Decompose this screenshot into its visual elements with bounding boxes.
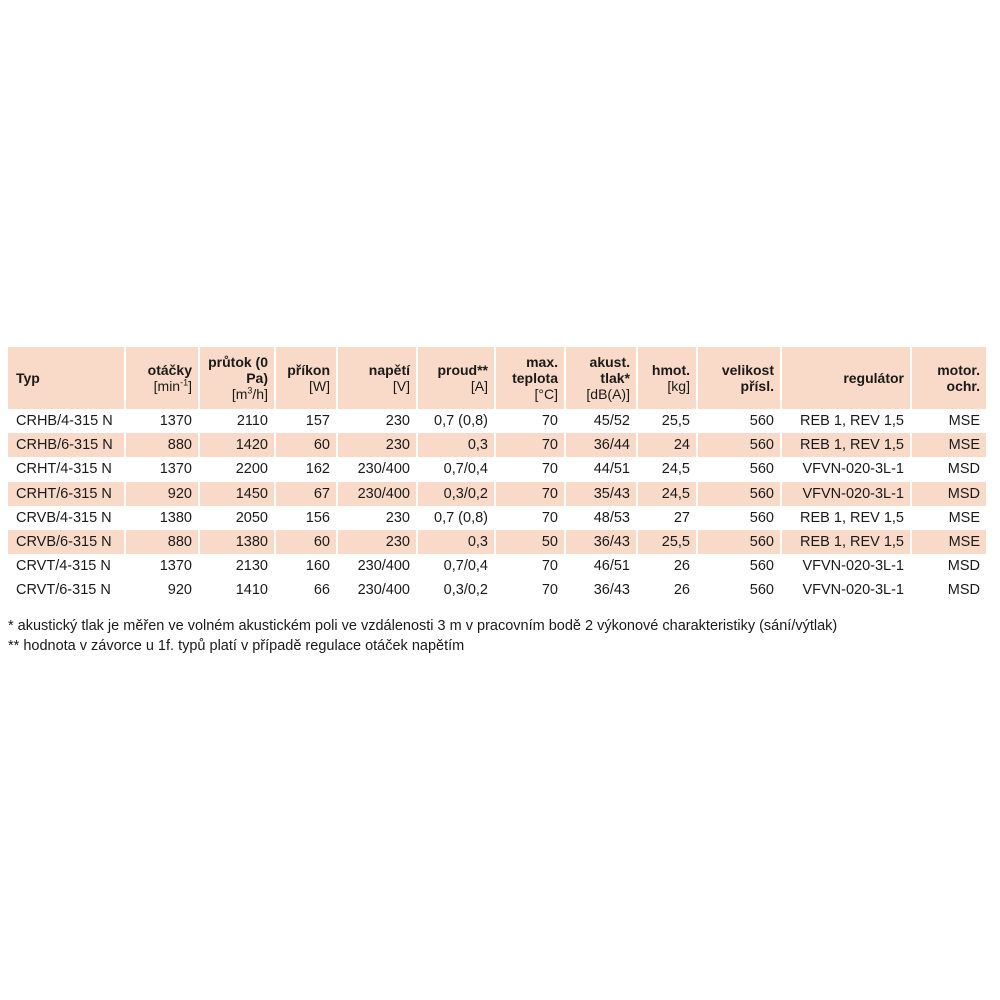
- cell-velikost-prisl: 560: [698, 578, 782, 602]
- cell-hmot: 24,5: [638, 457, 698, 481]
- cell-proud: 0,7 (0,8): [418, 506, 496, 530]
- cell-otacky: 880: [126, 433, 200, 457]
- header-otacky-label: otáčky: [147, 362, 192, 378]
- table-row: [8, 482, 986, 506]
- cell-velikost-prisl: 560: [698, 530, 782, 554]
- cell-regulator: REB 1, REV 1,5: [782, 433, 912, 457]
- footnotes: [8, 616, 837, 656]
- cell-typ: CRHT/6-315 N: [8, 482, 126, 506]
- cell-motor-ochr: MSD: [947, 558, 980, 575]
- header-max-teplota-label: max. teplota: [512, 354, 558, 386]
- cell-napeti: 230: [338, 409, 418, 433]
- cell-prikon: 160: [276, 554, 338, 578]
- header-napeti: [338, 347, 418, 409]
- footnote-current: ** hodnota v závorce u 1f. typů platí v případě regulace otáček napětím: [8, 638, 465, 654]
- header-napeti-label: napětí: [368, 362, 410, 378]
- cell-max-teplota: 70: [496, 554, 566, 578]
- cell-max-teplota: 70: [496, 433, 566, 457]
- header-prutok-label: průtok (0 Pa): [208, 354, 268, 386]
- cell-prikon: 157: [276, 409, 338, 433]
- cell-regulator: REB 1, REV 1,5: [782, 530, 912, 554]
- header-motor-ochr: [912, 347, 986, 409]
- cell-proud: 0,7 (0,8): [418, 409, 496, 433]
- header-akust-tlak: [566, 347, 638, 409]
- cell-prutok: 1410: [200, 578, 276, 602]
- footnote-acoustic: * akustický tlak je měřen ve volném akustickém poli ve vzdálenosti 3 m v pracovním bodě 2 výkonové charakteristiky (sání/výtlak): [8, 618, 838, 634]
- cell-regulator: VFVN-020-3L-1: [782, 482, 912, 506]
- cell-motor-ochr: MSD: [947, 582, 980, 599]
- cell-typ: CRVB/6-315 N: [8, 530, 126, 554]
- cell-motor-ochr: MSE: [912, 530, 986, 554]
- cell-motor-ochr: MSE: [912, 433, 986, 457]
- cell-otacky: 880: [126, 530, 200, 554]
- cell-hmot: 26: [638, 554, 698, 578]
- cell-typ: CRHT/4-315 N: [8, 457, 126, 481]
- cell-max-teplota: 70: [496, 457, 566, 481]
- cell-velikost-prisl: 560: [698, 506, 782, 530]
- cell-proud: 0,7/0,4: [418, 554, 496, 578]
- cell-otacky: 1370: [126, 554, 200, 578]
- cell-napeti: 230: [338, 433, 418, 457]
- cell-prutok: 2110: [200, 409, 276, 433]
- cell-max-teplota: 70: [496, 578, 566, 602]
- header-row: [8, 347, 986, 409]
- cell-typ: CRVT/4-315 N: [8, 554, 126, 578]
- cell-motor-ochr: MSD: [912, 482, 986, 506]
- cell-proud: 0,7/0,4: [418, 457, 496, 481]
- cell-velikost-prisl: 560: [698, 409, 782, 433]
- header-akust-tlak-unit: [dB(A)]: [586, 386, 630, 402]
- cell-velikost-prisl: 560: [698, 457, 782, 481]
- header-proud-unit: [A]: [470, 378, 488, 394]
- cell-typ: CRVB/4-315 N: [8, 506, 126, 530]
- header-prikon-label: příkon: [287, 362, 330, 378]
- cell-prikon: 66: [276, 578, 338, 602]
- cell-velikost-prisl: 560: [698, 482, 782, 506]
- header-typ-label: Typ: [16, 370, 40, 386]
- header-regulator-label: regulátor: [843, 370, 904, 386]
- fan-spec-table: [8, 347, 986, 603]
- cell-prikon: 162: [276, 457, 338, 481]
- header-proud: [418, 347, 496, 409]
- header-typ: [8, 347, 126, 409]
- header-motor-ochr-label: motor. ochr.: [937, 362, 980, 394]
- cell-regulator: VFVN-020-3L-1: [782, 554, 912, 578]
- cell-max-teplota: 70: [496, 482, 566, 506]
- cell-hmot: 26: [638, 578, 698, 602]
- cell-motor-ochr: MSE: [948, 413, 980, 430]
- cell-akust-tlak: 36/44: [566, 433, 638, 457]
- header-prikon-unit: [W]: [309, 378, 330, 394]
- cell-motor-ochr: MSD: [947, 461, 980, 478]
- header-proud-label: proud**: [437, 362, 488, 378]
- cell-typ: CRVT/6-315 N: [8, 578, 126, 602]
- cell-prikon: 67: [276, 482, 338, 506]
- cell-motor-ochr: MSE: [948, 509, 980, 526]
- cell-proud: 0,3: [418, 433, 496, 457]
- cell-hmot: 25,5: [638, 409, 698, 433]
- cell-prutok: 2200: [200, 457, 276, 481]
- cell-proud: 0,3/0,2: [418, 482, 496, 506]
- cell-napeti: 230/400: [338, 457, 418, 481]
- cell-regulator: VFVN-020-3L-1: [782, 457, 912, 481]
- cell-akust-tlak: 48/53: [566, 506, 638, 530]
- cell-proud: 0,3: [418, 530, 496, 554]
- cell-otacky: 920: [126, 578, 200, 602]
- header-max-teplota-unit: [°C]: [534, 386, 558, 402]
- cell-max-teplota: 70: [496, 506, 566, 530]
- cell-napeti: 230: [338, 530, 418, 554]
- table-row: [8, 506, 986, 530]
- cell-prutok: 1420: [200, 433, 276, 457]
- cell-prutok: 1380: [200, 530, 276, 554]
- spec-table-wrapper: [8, 347, 986, 603]
- cell-hmot: 24: [638, 433, 698, 457]
- header-prikon: [276, 347, 338, 409]
- header-prutok-unit: $[m^3/h]$: [231, 385, 268, 402]
- header-velikost-prisl-label: velikost přísl.: [721, 362, 774, 394]
- header-hmot: [638, 347, 698, 409]
- cell-regulator: VFVN-020-3L-1: [782, 578, 912, 602]
- cell-velikost-prisl: 560: [698, 433, 782, 457]
- header-prutok: [200, 347, 276, 409]
- cell-akust-tlak: 44/51: [566, 457, 638, 481]
- cell-napeti: 230: [338, 506, 418, 530]
- header-regulator: [782, 347, 912, 409]
- cell-prikon: 156: [276, 506, 338, 530]
- table-row: [8, 457, 986, 481]
- header-max-teplota: [496, 347, 566, 409]
- header-akust-tlak-label: akust. tlak*: [589, 354, 630, 386]
- header-otacky: [126, 347, 200, 409]
- cell-prutok: 2130: [200, 554, 276, 578]
- cell-akust-tlak: 45/52: [566, 409, 638, 433]
- cell-proud: 0,3/0,2: [418, 578, 496, 602]
- cell-otacky: 1370: [126, 457, 200, 481]
- header-napeti-unit: [V]: [392, 378, 410, 394]
- cell-max-teplota: 50: [496, 530, 566, 554]
- header-hmot-label: hmot.: [651, 362, 690, 378]
- cell-regulator: REB 1, REV 1,5: [782, 506, 912, 530]
- cell-typ: CRHB/6-315 N: [8, 433, 126, 457]
- cell-prutok: 1450: [200, 482, 276, 506]
- cell-napeti: 230/400: [338, 554, 418, 578]
- cell-typ: CRHB/4-315 N: [8, 409, 126, 433]
- cell-prutok: 2050: [200, 506, 276, 530]
- header-hmot-unit: [kg]: [667, 378, 690, 394]
- cell-akust-tlak: 36/43: [566, 578, 638, 602]
- table-row: [8, 554, 986, 578]
- cell-velikost-prisl: 560: [698, 554, 782, 578]
- cell-akust-tlak: 46/51: [566, 554, 638, 578]
- cell-akust-tlak: 36/43: [566, 530, 638, 554]
- cell-regulator: REB 1, REV 1,5: [782, 409, 912, 433]
- cell-otacky: 1380: [126, 506, 200, 530]
- cell-hmot: 25,5: [638, 530, 698, 554]
- cell-otacky: 1370: [126, 409, 200, 433]
- table-row: [8, 530, 986, 554]
- cell-akust-tlak: 35/43: [566, 482, 638, 506]
- cell-hmot: 27: [638, 506, 698, 530]
- cell-prikon: 60: [276, 433, 338, 457]
- header-otacky-unit: $[\min^{-1}]$: [153, 377, 192, 394]
- cell-napeti: 230/400: [338, 482, 418, 506]
- table-row: [8, 578, 986, 602]
- cell-prikon: 60: [276, 530, 338, 554]
- header-velikost-prisl: [698, 347, 782, 409]
- cell-otacky: 920: [126, 482, 200, 506]
- cell-napeti: 230/400: [338, 578, 418, 602]
- table-row: [8, 433, 986, 457]
- cell-hmot: 24,5: [638, 482, 698, 506]
- table-row: [8, 409, 986, 433]
- cell-max-teplota: 70: [496, 409, 566, 433]
